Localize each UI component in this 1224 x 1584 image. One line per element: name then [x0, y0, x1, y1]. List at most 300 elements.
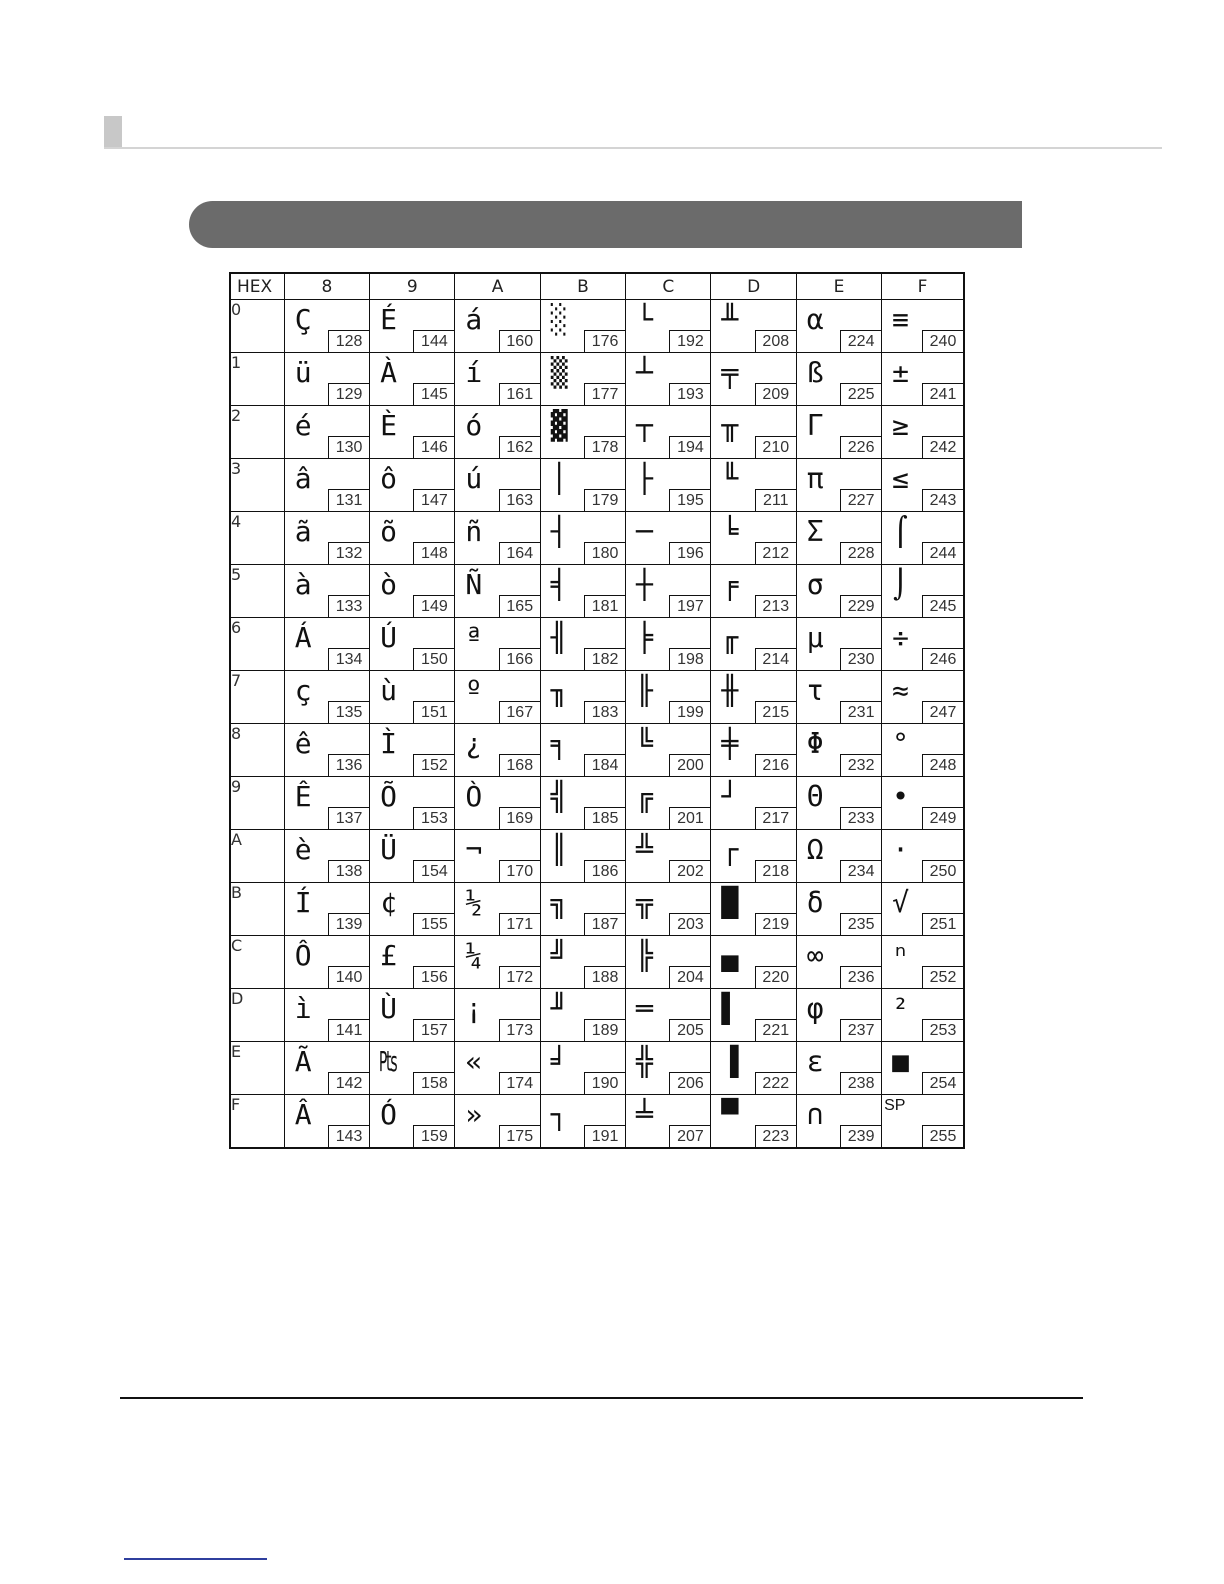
decimal-code: 170 [499, 860, 540, 882]
character-glyph: ╘ [721, 515, 739, 548]
character-cell [711, 300, 796, 353]
character-cell [284, 565, 369, 618]
character-cell [882, 459, 964, 512]
decimal-code: 189 [584, 1019, 625, 1041]
character-glyph: ú [465, 462, 483, 495]
character-cell [711, 1042, 796, 1095]
character-cell [540, 565, 625, 618]
character-cell [626, 512, 711, 565]
character-cell [796, 406, 881, 459]
character-cell [284, 1042, 369, 1095]
character-cell [711, 883, 796, 936]
character-glyph: Ù [380, 992, 397, 1025]
decimal-code: 180 [584, 542, 625, 564]
character-cell [796, 724, 881, 777]
character-glyph: Ò [465, 780, 483, 813]
decimal-code: 240 [922, 330, 963, 352]
table-row [230, 830, 964, 883]
decimal-code: 202 [669, 860, 710, 882]
decimal-code: 149 [413, 595, 454, 617]
character-glyph: ┘ [721, 780, 739, 813]
table-row [230, 989, 964, 1042]
character-glyph: ┴ [636, 356, 653, 389]
character-glyph: ▓ [550, 409, 568, 442]
character-glyph: ÷ [892, 621, 909, 654]
character-glyph: õ [380, 515, 397, 548]
character-glyph: ╓ [721, 621, 739, 654]
column-header: F [882, 273, 964, 300]
decimal-code: 213 [755, 595, 796, 617]
hex-header: HEX [230, 273, 284, 300]
decimal-code: 219 [755, 913, 796, 935]
decimal-code: 158 [413, 1072, 454, 1094]
character-cell [796, 830, 881, 883]
character-cell [796, 777, 881, 830]
character-glyph: ┐ [550, 1098, 568, 1131]
decimal-code: 223 [755, 1125, 796, 1147]
character-cell [540, 1095, 625, 1149]
decimal-code: 198 [669, 648, 710, 670]
character-cell [626, 565, 711, 618]
character-glyph: ├ [636, 462, 653, 495]
character-glyph: ô [380, 462, 397, 495]
decimal-code: 165 [499, 595, 540, 617]
character-cell [882, 512, 964, 565]
character-glyph: á [465, 303, 483, 336]
decimal-code: 140 [328, 966, 369, 988]
character-glyph: ╚ [636, 727, 653, 760]
character-cell [711, 565, 796, 618]
character-cell [626, 724, 711, 777]
character-glyph: Φ [806, 727, 824, 760]
decimal-code: 173 [499, 1019, 540, 1041]
decimal-code: 217 [755, 807, 796, 829]
character-glyph: √ [892, 886, 909, 919]
decimal-code: 148 [413, 542, 454, 564]
character-glyph: • [892, 780, 909, 813]
decimal-code: 142 [328, 1072, 369, 1094]
row-header: C [230, 936, 284, 989]
character-cell [882, 777, 964, 830]
footer-link-underline [124, 1558, 267, 1560]
character-cell [370, 1095, 455, 1149]
decimal-code: 163 [499, 489, 540, 511]
character-cell [370, 989, 455, 1042]
character-cell [796, 300, 881, 353]
character-glyph: à [294, 568, 312, 601]
decimal-code: 138 [328, 860, 369, 882]
decimal-code: 209 [755, 383, 796, 405]
character-glyph: ó [465, 409, 483, 442]
decimal-code: 183 [584, 701, 625, 723]
decimal-code: 254 [922, 1072, 963, 1094]
character-glyph: ║ [550, 833, 568, 866]
character-cell [370, 724, 455, 777]
decimal-code: 131 [328, 489, 369, 511]
decimal-code: 199 [669, 701, 710, 723]
character-cell [882, 406, 964, 459]
character-cell [796, 565, 881, 618]
column-header: B [540, 273, 625, 300]
table-row [230, 565, 964, 618]
decimal-code: 247 [922, 701, 963, 723]
character-cell [882, 830, 964, 883]
character-glyph: ╨ [721, 303, 739, 336]
character-cell [455, 618, 540, 671]
character-cell [711, 724, 796, 777]
decimal-code: 222 [755, 1072, 796, 1094]
decimal-code: 174 [499, 1072, 540, 1094]
character-glyph: È [380, 409, 397, 442]
character-cell [796, 1042, 881, 1095]
decimal-code: 156 [413, 966, 454, 988]
character-cell [370, 565, 455, 618]
character-cell [626, 300, 711, 353]
character-cell [626, 671, 711, 724]
character-glyph: ▄ [721, 939, 739, 972]
character-glyph: ½ [465, 886, 483, 919]
decimal-code: 157 [413, 1019, 454, 1041]
character-glyph: É [380, 303, 397, 336]
decimal-code: 143 [328, 1125, 369, 1147]
character-glyph: ╞ [636, 621, 653, 654]
character-cell [540, 883, 625, 936]
character-cell [370, 1042, 455, 1095]
table-title-banner [189, 201, 1022, 248]
character-cell [284, 1095, 369, 1149]
character-cell [796, 1095, 881, 1149]
character-glyph: ╕ [550, 727, 568, 760]
character-cell [540, 459, 625, 512]
table-row [230, 1042, 964, 1095]
character-cell [882, 671, 964, 724]
character-cell [882, 565, 964, 618]
decimal-code: 188 [584, 966, 625, 988]
decimal-code: 205 [669, 1019, 710, 1041]
decimal-code: 236 [840, 966, 881, 988]
decimal-code: 234 [840, 860, 881, 882]
row-header: 1 [230, 353, 284, 406]
table-row [230, 777, 964, 830]
decimal-code: 252 [922, 966, 963, 988]
decimal-code: 227 [840, 489, 881, 511]
footer-rule [120, 1397, 1083, 1399]
character-glyph: ╡ [550, 568, 568, 601]
character-glyph: ╖ [550, 674, 568, 707]
row-header: 6 [230, 618, 284, 671]
character-glyph: ≡ [892, 303, 909, 336]
decimal-code: 179 [584, 489, 625, 511]
character-glyph: ┌ [721, 833, 739, 866]
decimal-code: 139 [328, 913, 369, 935]
character-glyph: ² [892, 992, 909, 1025]
character-glyph: ╤ [721, 356, 739, 389]
character-glyph: é [294, 409, 312, 442]
character-cell [370, 671, 455, 724]
decimal-code: 169 [499, 807, 540, 829]
character-glyph: ╟ [636, 674, 653, 707]
table-row [230, 353, 964, 406]
character-cell [284, 459, 369, 512]
row-header: 7 [230, 671, 284, 724]
character-cell [540, 671, 625, 724]
section-marker-bar [104, 116, 122, 148]
character-glyph: ≈ [892, 674, 909, 707]
character-glyph: ┬ [636, 409, 653, 442]
decimal-code: 248 [922, 754, 963, 776]
character-glyph: · [892, 833, 909, 866]
character-glyph: ∩ [806, 1098, 824, 1131]
section-header-rule [104, 147, 1162, 149]
character-glyph: ε [806, 1045, 824, 1078]
decimal-code: 167 [499, 701, 540, 723]
character-glyph: ╛ [550, 1045, 568, 1078]
decimal-code: 249 [922, 807, 963, 829]
character-cell [455, 989, 540, 1042]
character-glyph: ç [294, 674, 312, 707]
decimal-code: 190 [584, 1072, 625, 1094]
character-glyph: ╔ [636, 780, 653, 813]
character-cell [284, 883, 369, 936]
character-cell [711, 406, 796, 459]
column-header: D [711, 273, 796, 300]
character-cell [284, 300, 369, 353]
character-cell [882, 353, 964, 406]
decimal-code: 144 [413, 330, 454, 352]
decimal-code: 255 [922, 1125, 963, 1147]
character-glyph: ù [380, 674, 397, 707]
decimal-code: 200 [669, 754, 710, 776]
character-glyph: ± [892, 356, 909, 389]
character-cell [882, 300, 964, 353]
character-glyph: ≥ [892, 409, 909, 442]
character-glyph: ñ [465, 515, 483, 548]
decimal-code: 204 [669, 966, 710, 988]
character-glyph: ╪ [721, 727, 739, 760]
character-cell [370, 406, 455, 459]
character-cell [540, 830, 625, 883]
decimal-code: 211 [755, 489, 796, 511]
character-glyph: â [294, 462, 312, 495]
decimal-code: 150 [413, 648, 454, 670]
character-glyph: ⌠ [892, 515, 909, 548]
character-cell [711, 618, 796, 671]
decimal-code: 192 [669, 330, 710, 352]
character-cell [882, 724, 964, 777]
row-header: 9 [230, 777, 284, 830]
character-cell [796, 512, 881, 565]
decimal-code: 246 [922, 648, 963, 670]
character-cell [540, 777, 625, 830]
character-cell [796, 936, 881, 989]
character-cell [626, 353, 711, 406]
character-cell [626, 1095, 711, 1149]
character-glyph: ╜ [550, 992, 568, 1025]
character-glyph: ò [380, 568, 397, 601]
decimal-code: 228 [840, 542, 881, 564]
character-glyph: Ü [380, 833, 397, 866]
decimal-code: 239 [840, 1125, 881, 1147]
character-glyph: σ [806, 568, 824, 601]
decimal-code: 206 [669, 1072, 710, 1094]
decimal-code: 218 [755, 860, 796, 882]
decimal-code: 177 [584, 383, 625, 405]
decimal-code: 132 [328, 542, 369, 564]
character-glyph: ╧ [636, 1098, 653, 1131]
character-cell [370, 353, 455, 406]
decimal-code: 178 [584, 436, 625, 458]
character-cell [370, 300, 455, 353]
decimal-code: 216 [755, 754, 796, 776]
character-cell [626, 936, 711, 989]
character-glyph: ▒ [550, 356, 568, 389]
character-glyph: █ [721, 886, 739, 919]
character-glyph: SP [884, 1097, 906, 1114]
character-glyph: Σ [806, 515, 824, 548]
character-glyph: ¬ [465, 833, 483, 866]
decimal-code: 224 [840, 330, 881, 352]
character-cell [882, 1095, 964, 1149]
character-glyph: » [465, 1098, 483, 1131]
decimal-code: 135 [328, 701, 369, 723]
decimal-code: 145 [413, 383, 454, 405]
character-cell [796, 883, 881, 936]
character-cell [796, 353, 881, 406]
character-cell [455, 406, 540, 459]
column-header: E [796, 273, 881, 300]
character-glyph: ¼ [465, 939, 483, 972]
row-header: 0 [230, 300, 284, 353]
row-header: F [230, 1095, 284, 1149]
row-header: A [230, 830, 284, 883]
character-glyph: Γ [806, 409, 824, 442]
table-header-row [230, 273, 964, 300]
decimal-code: 231 [840, 701, 881, 723]
character-glyph: Ã [294, 1045, 312, 1078]
decimal-code: 226 [840, 436, 881, 458]
decimal-code: 250 [922, 860, 963, 882]
decimal-code: 155 [413, 913, 454, 935]
decimal-code: 235 [840, 913, 881, 935]
decimal-code: 191 [584, 1125, 625, 1147]
character-glyph: δ [806, 886, 824, 919]
decimal-code: 129 [328, 383, 369, 405]
decimal-code: 220 [755, 966, 796, 988]
character-glyph: ┤ [550, 515, 568, 548]
decimal-code: 232 [840, 754, 881, 776]
character-cell [455, 1095, 540, 1149]
row-header: 8 [230, 724, 284, 777]
decimal-code: 214 [755, 648, 796, 670]
decimal-code: 237 [840, 1019, 881, 1041]
column-header: 9 [370, 273, 455, 300]
character-cell [284, 830, 369, 883]
character-glyph: Í [294, 886, 312, 919]
decimal-code: 212 [755, 542, 796, 564]
character-cell [711, 830, 796, 883]
character-glyph: Ú [380, 621, 397, 654]
decimal-code: 203 [669, 913, 710, 935]
character-cell [796, 618, 881, 671]
character-cell [284, 989, 369, 1042]
character-cell [284, 406, 369, 459]
character-glyph: ã [294, 515, 312, 548]
table-row [230, 883, 964, 936]
character-glyph: ■ [892, 1045, 909, 1078]
decimal-code: 166 [499, 648, 540, 670]
decimal-code: 196 [669, 542, 710, 564]
character-cell [455, 300, 540, 353]
character-glyph: α [806, 303, 824, 336]
table-row [230, 1095, 964, 1149]
character-cell [626, 989, 711, 1042]
character-glyph: ╒ [721, 568, 739, 601]
character-glyph: ╣ [550, 780, 568, 813]
character-code-table [229, 272, 965, 1149]
column-header: C [626, 273, 711, 300]
decimal-code: 182 [584, 648, 625, 670]
table-row [230, 936, 964, 989]
row-header: 2 [230, 406, 284, 459]
decimal-code: 168 [499, 754, 540, 776]
character-cell [284, 936, 369, 989]
character-glyph: Θ [806, 780, 824, 813]
character-cell [455, 830, 540, 883]
character-glyph: ▌ [721, 992, 739, 1025]
character-cell [626, 1042, 711, 1095]
table-row [230, 671, 964, 724]
character-glyph: ╢ [550, 621, 568, 654]
character-glyph: Ó [380, 1098, 397, 1131]
decimal-code: 171 [499, 913, 540, 935]
decimal-code: 154 [413, 860, 454, 882]
row-header: 4 [230, 512, 284, 565]
character-cell [626, 459, 711, 512]
character-cell [796, 459, 881, 512]
character-cell [540, 300, 625, 353]
character-glyph: £ [380, 939, 397, 972]
decimal-code: 130 [328, 436, 369, 458]
character-cell [626, 618, 711, 671]
character-cell [540, 1042, 625, 1095]
character-cell [370, 459, 455, 512]
decimal-code: 215 [755, 701, 796, 723]
decimal-code: 197 [669, 595, 710, 617]
column-header: 8 [284, 273, 369, 300]
character-cell [284, 353, 369, 406]
character-glyph: Ñ [465, 568, 483, 601]
character-glyph: µ [806, 621, 824, 654]
character-glyph: τ [806, 674, 824, 707]
table-body [230, 300, 964, 1149]
character-glyph: Ì [380, 727, 397, 760]
character-cell [540, 724, 625, 777]
character-cell [540, 353, 625, 406]
character-cell [455, 1042, 540, 1095]
decimal-code: 208 [755, 330, 796, 352]
character-cell [284, 512, 369, 565]
character-cell [540, 936, 625, 989]
character-cell [882, 883, 964, 936]
decimal-code: 152 [413, 754, 454, 776]
character-glyph: ╗ [550, 886, 568, 919]
decimal-code: 186 [584, 860, 625, 882]
decimal-code: 161 [499, 383, 540, 405]
decimal-code: 134 [328, 648, 369, 670]
character-cell [626, 777, 711, 830]
character-glyph: ê [294, 727, 312, 760]
character-glyph: ╦ [636, 886, 653, 919]
